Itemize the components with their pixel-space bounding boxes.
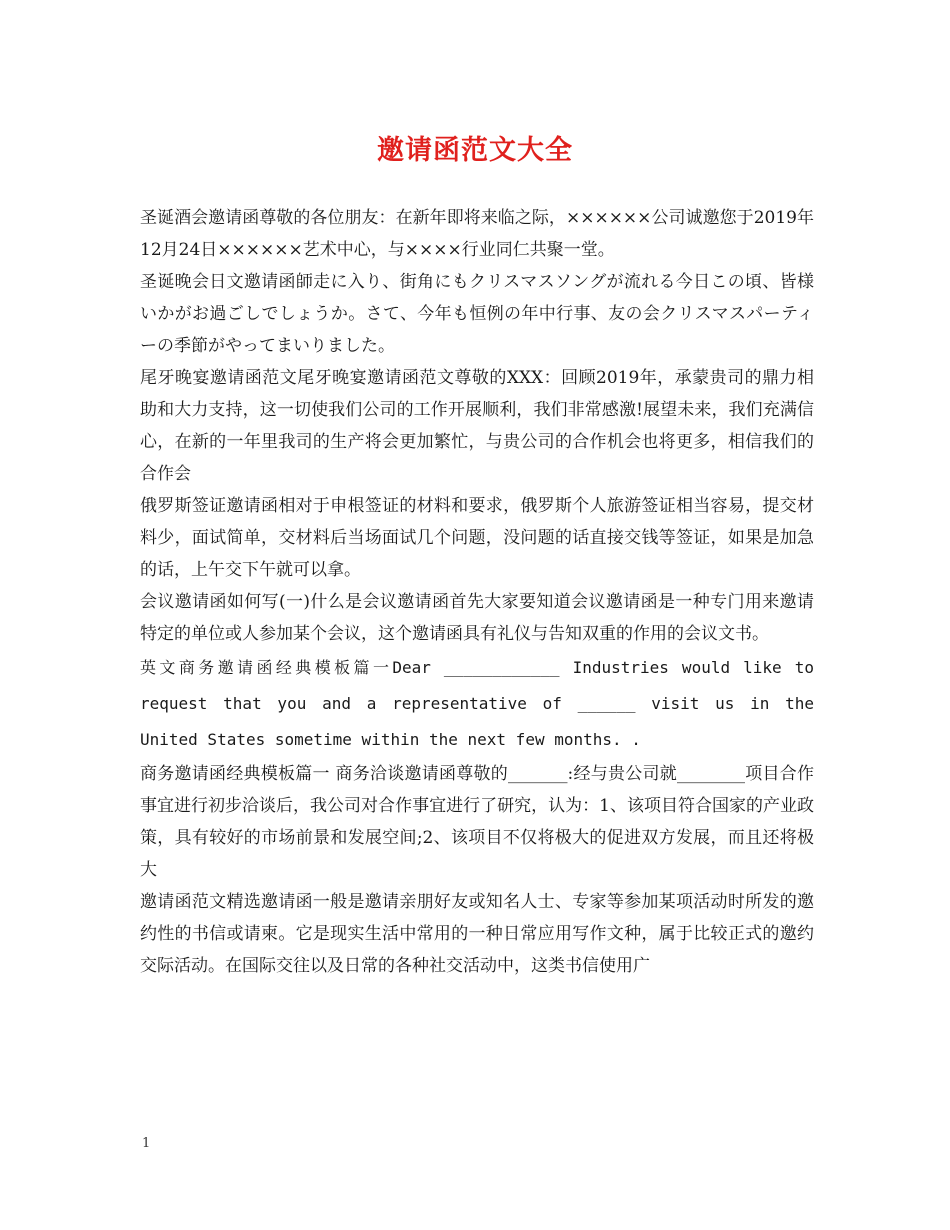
document-body (140, 202, 814, 982)
paragraph-english-business-template: 英文商务邀请函经典模板篇一Dear ____________ Industries would like to request that you and a representative of ______ visit us in the United States sometime within the next few months. . (140, 658, 814, 749)
paragraph-japanese-invitation: 圣诞晚会日文邀请函師走に入り、街角にもクリスマスソングが流れる今日この頃、皆様いかがお過ごしでしょうか。さて、今年も恒例の年中行事、友の会クリスマスパーティーの季節がやってまいりました。 (140, 272, 814, 356)
paragraph-invitation-overview: 邀请函范文精选邀请函一般是邀请亲朋好友或知名人士、专家等参加某项活动时所发的邀约性的书信或请柬。它是现实生活中常用的一种日常应用写作文种，属于比较正式的邀约交际活动。在国际交往以及日常的各种社交活动中，这类书信使用广 (140, 892, 814, 976)
paragraph-business-negotiation: 商务邀请函经典模板篇一 商务洽谈邀请函尊敬的_______:经与贵公司就________项目合作事宜进行初步洽谈后，我公司对合作事宜进行了研究，认为：1、该项目符合国家的产业政策，具有较好的市场前景和发展空间;2、该项目不仅将极大的促进双方发展，而且还将极大 (140, 764, 814, 880)
document-title: 邀请函范文大全 (377, 135, 573, 166)
paragraph-year-end-banquet: 尾牙晚宴邀请函范文尾牙晚宴邀请函范文尊敬的XXX：回顾2019年，承蒙贵司的鼎力相助和大力支持，这一切使我们公司的工作开展顺利，我们非常感激!展望未来，我们充满信心，在新的一年里我司的生产将会更加繁忙，与贵公司的合作机会也将更多，相信我们的合作会 (140, 368, 814, 484)
page-number: 1 (142, 1136, 151, 1151)
paragraph-christmas-party: 圣诞酒会邀请函尊敬的各位朋友：在新年即将来临之际，××××××公司诚邀您于2019年12月24日××××××艺术中心，与××××行业同仁共聚一堂。 (140, 208, 814, 260)
paragraph-meeting-invitation: 会议邀请函如何写(一)什么是会议邀请函首先大家要知道会议邀请函是一种专门用来邀请特定的单位或人参加某个会议，这个邀请函具有礼仪与告知双重的作用的会议文书。 (140, 592, 814, 644)
paragraph-russia-visa: 俄罗斯签证邀请函相对于申根签证的材料和要求，俄罗斯个人旅游签证相当容易，提交材料少，面试简单，交材料后当场面试几个问题，没问题的话直接交钱等签证，如果是加急的话，上午交下午就可以拿。 (140, 496, 814, 580)
